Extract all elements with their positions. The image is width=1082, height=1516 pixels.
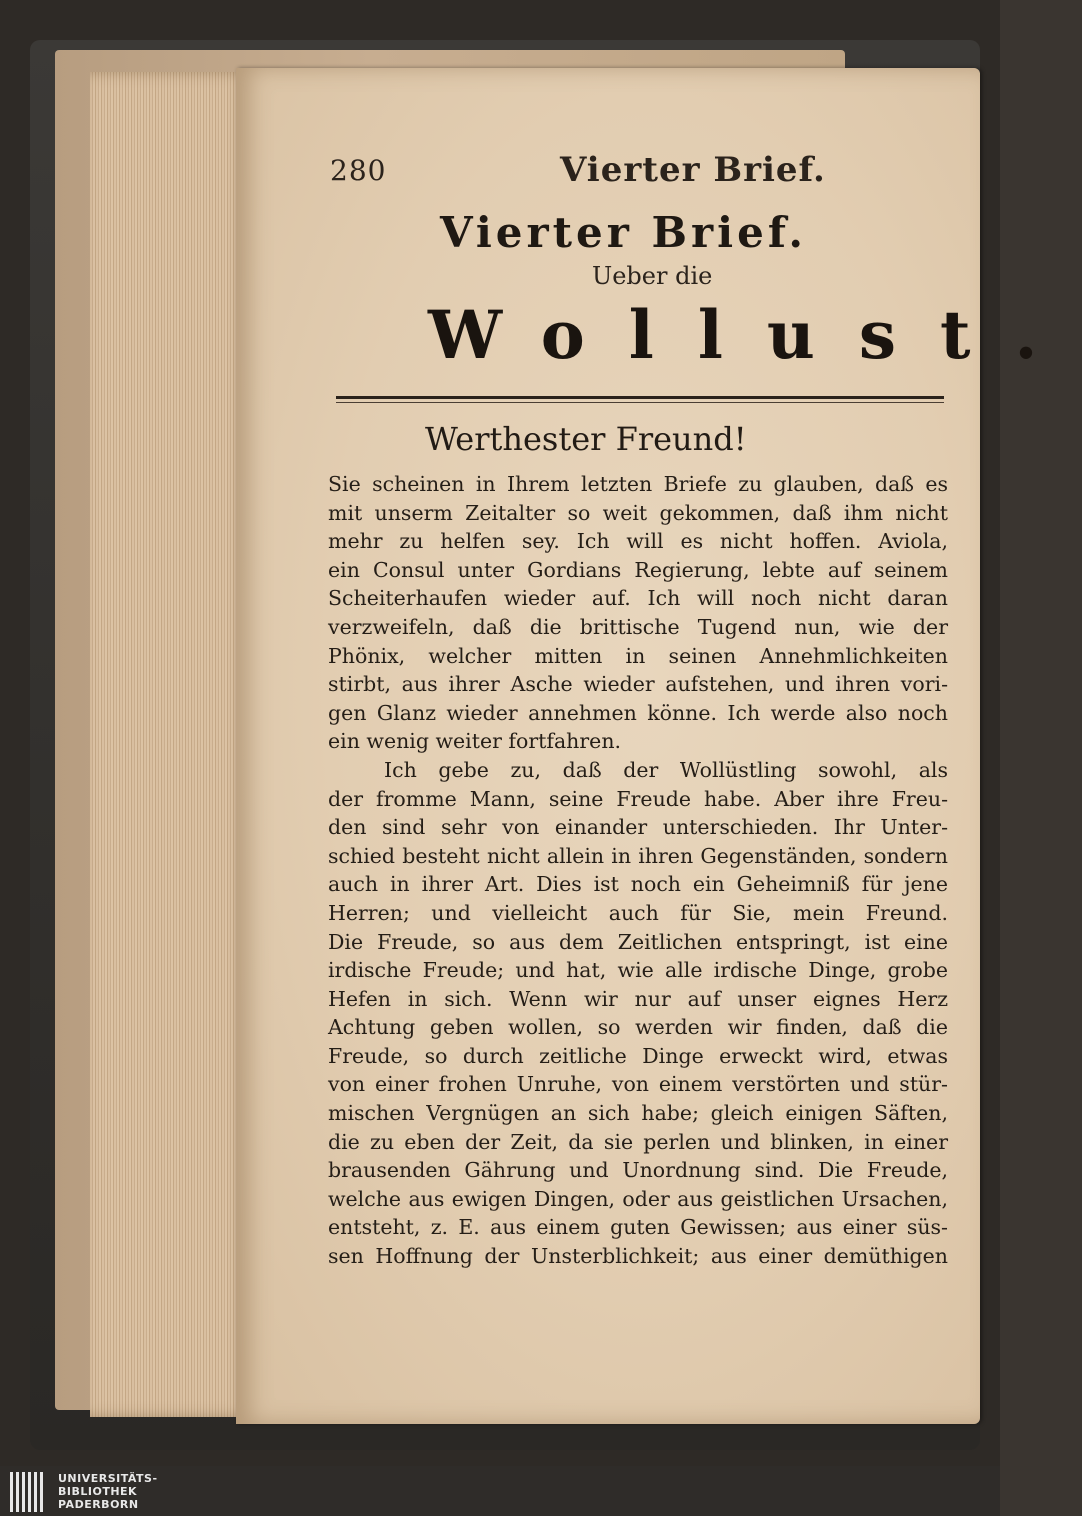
text-line: entsteht, z. E. aus einem guten Gewissen; aus einer süs- (328, 1215, 948, 1240)
text-line: auch in ihrer Art. Dies ist noch ein Geheimniß für jene (328, 872, 948, 897)
text-line: ein wenig weiter fortfahren. (328, 729, 622, 754)
text-line: schied besteht nicht allein in ihren Gegenständen, sondern (328, 843, 948, 868)
chapter-title: Vierter Brief. (440, 208, 808, 257)
library-logo-text (58, 1472, 158, 1511)
text-line: mischen Vergnügen an sich habe; gleich einigen Säften, (328, 1101, 948, 1126)
stacked-page-edges (90, 72, 250, 1417)
text-line: welche aus ewigen Dingen, oder aus geistlichen Ursachen, (328, 1186, 948, 1211)
library-logo-line: BIBLIOTHEK (58, 1485, 138, 1498)
divider-rule (336, 396, 944, 399)
divider-rule-thin (336, 402, 944, 403)
running-head (330, 150, 980, 194)
library-logo-line: PADERBORN (58, 1498, 139, 1511)
letter-body (328, 470, 948, 1271)
text-line: verzweifeln, daß die brittische Tugend nun, wie der (328, 614, 948, 639)
text-line: sen Hoffnung der Unsterblichkeit; aus einer demüthigen (328, 1244, 948, 1269)
library-logo-line: UNIVERSITÄTS- (58, 1472, 158, 1485)
text-line: mit unserm Zeitalter so weit gekommen, daß ihm nicht (328, 500, 948, 525)
library-logo-icon (10, 1472, 48, 1512)
library-logo (10, 1472, 210, 1512)
text-line: irdische Freude; und hat, wie alle irdische Dinge, grobe (328, 958, 948, 983)
text-line: Achtung geben wollen, so werden wir finden, daß die (328, 1015, 948, 1040)
letter-salutation: Werthester Freund! (425, 420, 747, 458)
running-title: Vierter Brief. (560, 150, 826, 190)
text-line: gen Glanz wieder annehmen könne. Ich werde also noch (328, 700, 948, 725)
text-line: ein Consul unter Gordians Regierung, lebte auf seinem (328, 557, 948, 582)
chapter-subtitle-small: Ueber die (592, 262, 713, 290)
text-line: Die Freude, so aus dem Zeitlichen entspringt, ist eine (328, 929, 948, 954)
text-line: brausenden Gährung und Unordnung sind. Die Freude, (328, 1158, 948, 1183)
chapter-subtitle-large: Wollust. (428, 296, 1082, 374)
text-line: Freude, so durch zeitliche Dinge erweckt wird, etwas (328, 1043, 948, 1068)
text-line: Phönix, welcher mitten in seinen Annehmlichkeiten (328, 643, 948, 668)
text-line: der fromme Mann, seine Freude habe. Aber ihre Freu- (328, 786, 948, 811)
text-line: von einer frohen Unruhe, von einem verstörten und stür- (328, 1072, 948, 1097)
text-line: Scheiterhaufen wieder auf. Ich will noch nicht daran (328, 586, 948, 611)
text-line: die zu eben der Zeit, da sie perlen und blinken, in einer (328, 1129, 948, 1154)
text-line: den sind sehr von einander unterschieden. Ihr Unter- (328, 815, 948, 840)
text-line: Hefen in sich. Wenn wir nur auf unser eignes Herz (328, 986, 948, 1011)
page-number: 280 (330, 154, 387, 187)
text-line: Herren; und vielleicht auch für Sie, mein Freund. (328, 900, 948, 925)
text-line: stirbt, aus ihrer Asche wieder aufstehen, und ihren vori- (328, 672, 948, 697)
text-line: mehr zu helfen sey. Ich will es nicht hoffen. Aviola, (328, 529, 948, 554)
text-line: Ich gebe zu, daß der Wollüstling sowohl, als (384, 757, 948, 782)
text-line: Sie scheinen in Ihrem letzten Briefe zu glauben, daß es (328, 472, 948, 496)
